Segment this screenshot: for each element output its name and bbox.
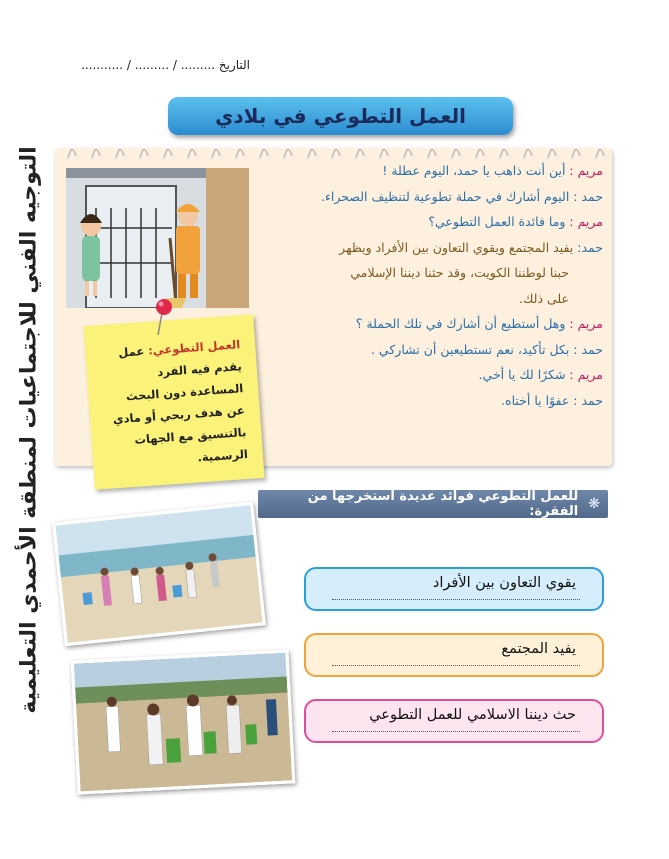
answer-text: يقوي التعاون بين الأفراد	[432, 575, 576, 591]
spiral-binding-icon	[60, 140, 605, 162]
dialogue-line	[255, 239, 603, 256]
line-text: اليوم أشارك في حملة تطوعية لتنظيف الصحراء.	[321, 188, 570, 204]
line-text: أين أنت ذاهب يا حمد، اليوم عطلة !	[382, 163, 566, 178]
speaker: حمد :	[573, 341, 603, 357]
side-title-text: التوجيه الفني للاجتماعيات لمنطقة الأحمدي التعليمية	[16, 146, 42, 714]
answer-text: حث ديننا الاسلامي للعمل التطوعي	[369, 707, 576, 723]
line-text: وهل أستطيع أن أشارك في تلك الحملة ؟	[355, 316, 566, 331]
dialogue-line	[255, 290, 603, 307]
line-text: حبنا لوطننا الكويت، وقد حثنا ديننا الإسلامي	[350, 265, 569, 280]
instruction-text: للعمل التطوعي فوائد عديدة استخرجها من الفقرة:	[307, 489, 579, 519]
speaker: حمد:	[577, 239, 603, 255]
speaker: مريم :	[569, 163, 603, 178]
answer-dotted-line	[332, 599, 580, 600]
instruction-bar	[258, 490, 608, 518]
dialogue-line	[255, 366, 603, 383]
line-text: بكل تأكيد، نعم تستطيعين أن تشاركي .	[370, 341, 570, 357]
answer-dotted-line	[332, 731, 580, 732]
date-line: التاريخ ......... / ......... / ...........	[81, 58, 250, 72]
volunteers-photo	[71, 649, 296, 794]
speaker: مريم :	[569, 367, 603, 382]
side-title	[15, 146, 43, 714]
page-title: العمل التطوعي في بلادي	[168, 97, 513, 135]
line-text: على ذلك.	[519, 290, 569, 306]
line-text: شكرًا لك يا أخي.	[478, 367, 566, 382]
definition-body: عمل يقدم فيه الفرد المساعدة دون البحث عن هدف ربحي أو مادي بالتنسيق مع الجهات الرسمية.	[112, 343, 249, 465]
answer-dotted-line	[332, 665, 580, 666]
answer-box-2[interactable]	[304, 633, 604, 677]
dialogue-line	[255, 341, 603, 358]
dialogue-line	[255, 213, 603, 230]
speaker: حمد :	[573, 188, 603, 204]
dialogue-line	[255, 188, 603, 205]
sticky-note	[83, 314, 264, 489]
dialogue-line	[255, 392, 603, 409]
definition-text	[105, 333, 249, 474]
children-illustration	[66, 168, 249, 308]
line-text: يفيد المجتمع ويقوي التعاون بين الأفراد ويظهر	[339, 239, 574, 255]
definition-term: العمل التطوعي:	[147, 337, 241, 358]
speaker: مريم :	[569, 316, 603, 331]
pushpin-icon	[152, 297, 176, 337]
speaker: مريم :	[569, 214, 603, 229]
dialogue-line	[255, 162, 603, 179]
dialogue-line	[255, 315, 603, 332]
beach-cleanup-photo	[52, 502, 266, 646]
answer-box-3[interactable]	[304, 699, 604, 743]
answer-box-1[interactable]	[304, 567, 604, 611]
line-text: عفوًا يا أختاه.	[501, 392, 570, 408]
line-text: وما فائدة العمل التطوعي؟	[428, 214, 566, 229]
speaker: حمد :	[573, 392, 603, 408]
bullet-icon: ❋	[588, 496, 600, 512]
dialogue-lines	[255, 162, 603, 417]
answer-text: يفيد المجتمع	[501, 641, 576, 657]
dialogue-line	[255, 264, 603, 281]
